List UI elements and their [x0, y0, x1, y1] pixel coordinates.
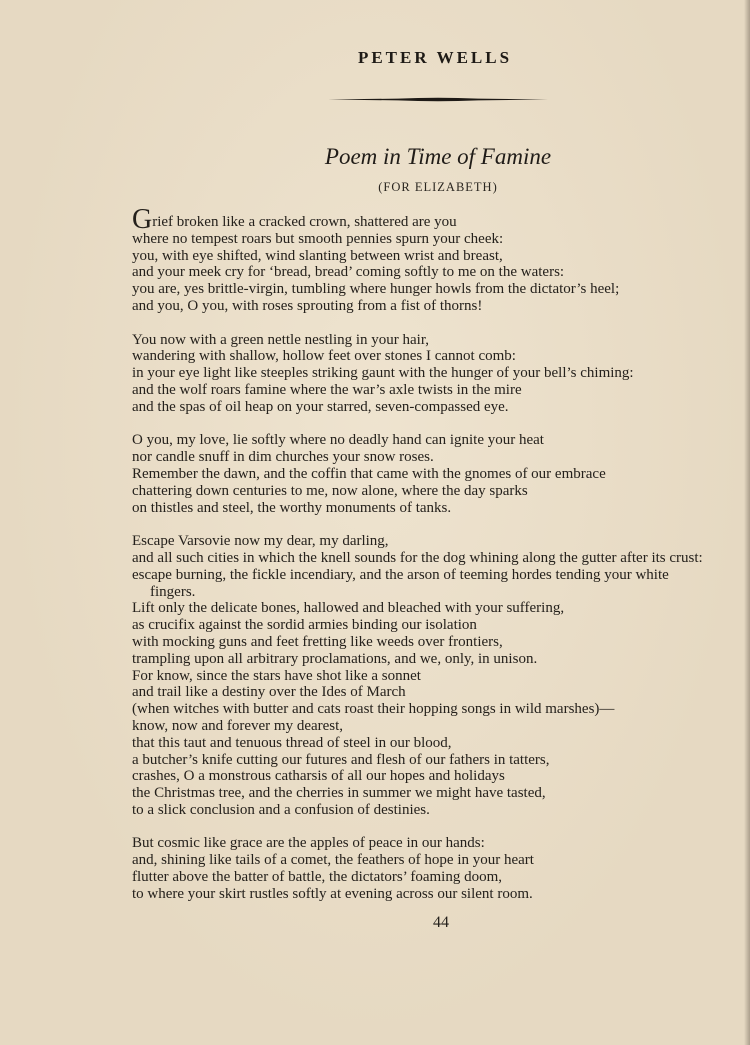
- poem-line-text: a butcher’s knife cutting our futures and flesh of our fathers in tatters,: [132, 751, 550, 768]
- poem-line-text: (when witches with butter and cats roast their hopping songs in wild marshes)—: [132, 701, 615, 718]
- poem-line: [132, 869, 744, 886]
- poem-line: [132, 835, 744, 852]
- ornamental-rule: [328, 97, 548, 102]
- poem-line-text: escape burning, the fickle incendiary, and the arson of teeming hordes tending your white: [132, 566, 669, 583]
- poem-line-text: you are, yes brittle-virgin, tumbling where hunger howls from the dictator’s heel;: [132, 281, 620, 298]
- poem-line-text: and the spas of oil heap on your starred, seven-compassed eye.: [132, 398, 509, 415]
- drop-cap-letter: G: [132, 204, 153, 235]
- poem-line: [132, 785, 744, 802]
- poem-line: [132, 264, 744, 281]
- poem-line: [132, 332, 744, 349]
- poem-line-text: on thistles and steel, the worthy monuments of tanks.: [132, 499, 452, 516]
- poem-line-text: O you, my love, lie softly where no deadly hand can ignite your heat: [132, 432, 544, 449]
- poem-line-text: and the wolf roars famine where the war’s axle twists in the mire: [132, 381, 522, 398]
- poem-line: [132, 483, 744, 500]
- poem-line: [132, 466, 744, 483]
- poem-line-text: and you, O you, with roses sprouting from a fist of thorns!: [132, 297, 483, 314]
- poem-line: [132, 533, 744, 550]
- poem-line: [132, 668, 744, 685]
- poem-line: [132, 802, 744, 819]
- poem-line: [132, 449, 744, 466]
- poem-body: [132, 204, 744, 919]
- stanza: [132, 432, 744, 516]
- stanza: [132, 332, 744, 416]
- poem-line-text: the Christmas tree, and the cherries in summer we might have tasted,: [132, 785, 546, 802]
- poem-title: Poem in Time of Famine: [324, 144, 552, 169]
- poem-line: [132, 567, 744, 584]
- poem-line-text: fingers.: [150, 583, 196, 600]
- poem-line: [132, 500, 744, 517]
- poem-line-text: know, now and forever my dearest,: [132, 717, 344, 734]
- poem-line-text: Lift only the delicate bones, hallowed and bleached with your suffering,: [132, 600, 565, 617]
- poem-line: [132, 852, 744, 869]
- poem-line: [132, 600, 744, 617]
- poem-line: [132, 298, 744, 315]
- poem-line-text: But cosmic like grace are the apples of peace in our hands:: [132, 835, 485, 852]
- poem-line: [132, 231, 744, 248]
- poem-line-text: chattering down centuries to me, now alone, where the day sparks: [132, 482, 528, 499]
- poem-line: [132, 684, 744, 701]
- poem-line: [132, 768, 744, 785]
- poem-line: [132, 248, 744, 265]
- poem-line: [132, 550, 744, 567]
- poem-line: [132, 752, 744, 769]
- poem-line-text: in your eye light like steeples striking gaunt with the hunger of your bell’s chiming:: [132, 365, 634, 382]
- poem-line-text: flutter above the batter of battle, the dictators’ foaming doom,: [132, 869, 503, 886]
- stanza: [132, 835, 744, 902]
- poem-line: [132, 281, 744, 298]
- poem-line-text: and your meek cry for ‘bread, bread’ coming softly to me on the waters:: [132, 264, 565, 281]
- poem-line-text: and trail like a destiny over the Ides of March: [132, 684, 406, 701]
- author-header: PETER WELLS: [357, 48, 513, 67]
- poem-line-text: wandering with shallow, hollow feet over stones I cannot comb:: [132, 348, 516, 365]
- poem-line: [132, 348, 744, 365]
- poem-line-text: and all such cities in which the knell sounds for the dog whining along the gutter after its crust:: [132, 549, 703, 566]
- poem-line-text: to where your skirt rustles softly at evening across our silent room.: [132, 885, 533, 902]
- poem-line-text: where no tempest roars but smooth pennies spurn your cheek:: [132, 230, 504, 247]
- poem-line-text: Escape Varsovie now my dear, my darling,: [132, 533, 389, 550]
- poem-line: [132, 399, 744, 416]
- poem-line: [132, 365, 744, 382]
- poem-line: [132, 634, 744, 651]
- poem-line: [132, 584, 744, 601]
- poem-line-text: For know, since the stars have shot like a sonnet: [132, 667, 421, 684]
- poem-line: [132, 701, 744, 718]
- poem-line-text: that this taut and tenuous thread of steel in our blood,: [132, 734, 452, 751]
- poem-line: [132, 651, 744, 668]
- page-number: 44: [433, 914, 449, 931]
- poem-line-text: nor candle snuff in dim churches your snow roses.: [132, 449, 434, 466]
- poem-line: [132, 886, 744, 903]
- poem-line: [132, 382, 744, 399]
- poem-line-text: Remember the dawn, and the coffin that came with the gnomes of our embrace: [132, 465, 606, 482]
- poem-line-text: and, shining like tails of a comet, the feathers of hope in your heart: [132, 852, 534, 869]
- poem-line-text: crashes, O a monstrous catharsis of all our hopes and holidays: [132, 768, 505, 785]
- poem-line-text: with mocking guns and feet fretting like weeds over frontiers,: [132, 633, 503, 650]
- poem-line: [132, 432, 744, 449]
- poem-line-text: You now with a green nettle nestling in your hair,: [132, 331, 429, 348]
- poem-line-text: you, with eye shifted, wind slanting between wrist and breast,: [132, 247, 503, 264]
- stanza: [132, 533, 744, 819]
- poem-dedication: (FOR ELIZABETH): [378, 180, 498, 194]
- poem-line-text: rief broken like a cracked crown, shattered are you: [152, 214, 457, 230]
- poem-line-text: as crucifix against the sordid armies binding our isolation: [132, 617, 477, 634]
- poem-line: [132, 617, 744, 634]
- poem-line-text: to a slick conclusion and a confusion of destinies.: [132, 801, 430, 818]
- poem-line: [132, 735, 744, 752]
- stanza: [132, 204, 744, 315]
- poem-line: [132, 204, 744, 235]
- poem-line: [132, 718, 744, 735]
- poem-line-text: trampling upon all arbitrary proclamations, and we, only, in unison.: [132, 650, 538, 667]
